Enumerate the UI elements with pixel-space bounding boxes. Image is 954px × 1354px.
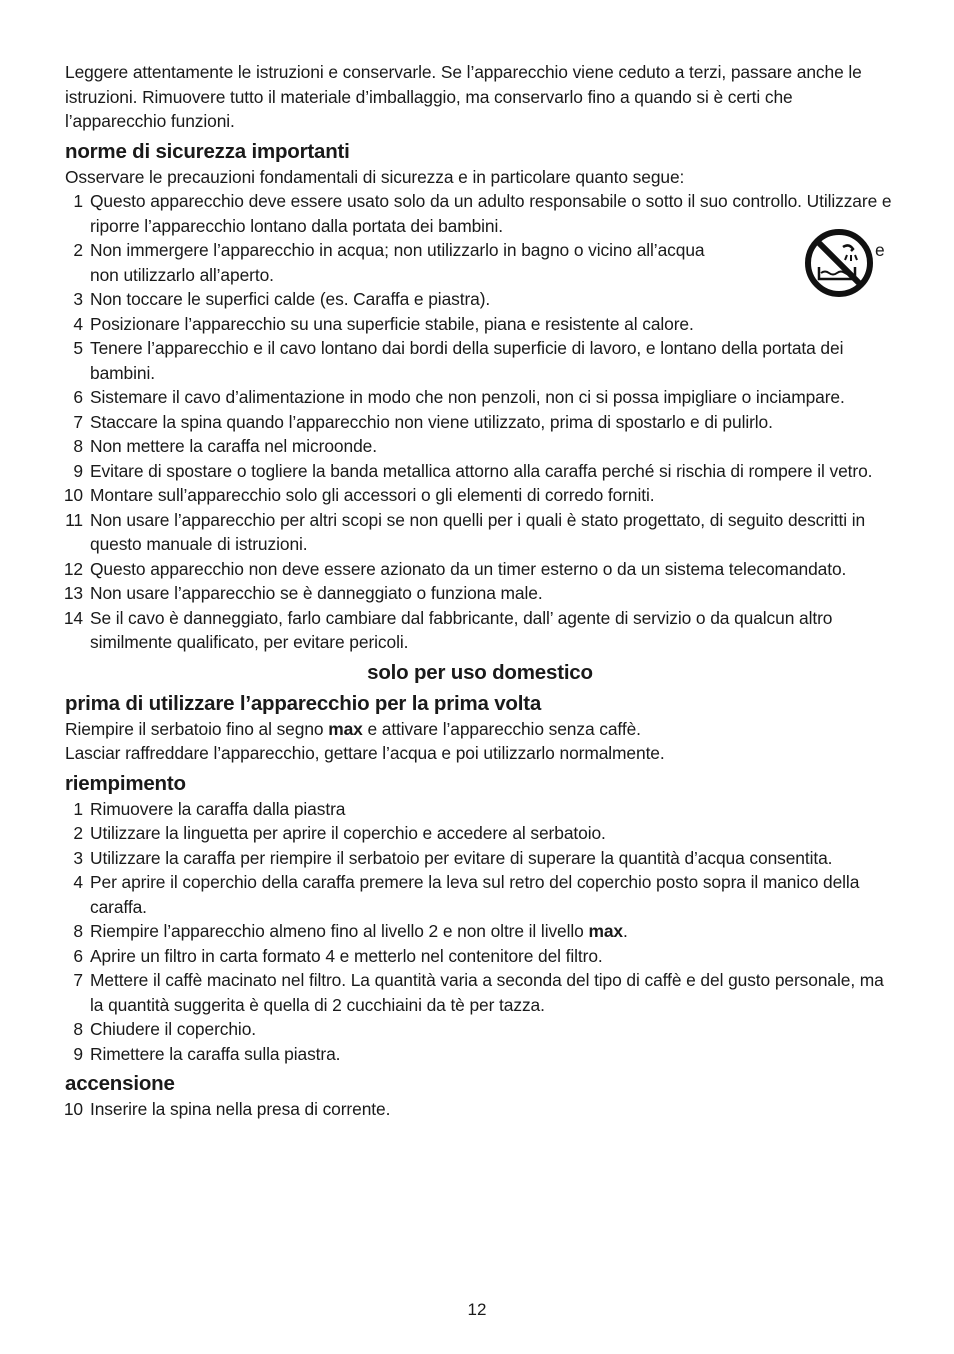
list-item — [65, 410, 895, 435]
intro-paragraph: Leggere attentamente le istruzioni e conservarle. Se l’apparecchio viene ceduto a terzi, passare anche le istruzioni. Rimuovere tutto il materiale d’imballaggio, ma conservarlo fino a quando si è certi che l’apparecchio funzioni. — [65, 62, 862, 131]
item-text: Tenere l’apparecchio e il cavo lontano dai bordi della superficie di lavoro, e lontano della portata dei bambini. — [90, 338, 844, 383]
first-use-line-2: Lasciar raffreddare l’apparecchio, gettare l’acqua e poi utilizzarlo normalmente. — [65, 743, 665, 763]
item-number: 14 — [63, 607, 83, 628]
item-text-continued: non utilizzarlo all’aperto. — [90, 264, 274, 285]
item-text: Non toccare le superfici calde (es. Caraffa e piastra). — [90, 289, 491, 309]
list-item — [65, 557, 895, 582]
page-number: 12 — [467, 1300, 487, 1319]
item-text: Evitare di spostare o togliere la banda metallica attorno alla caraffa perché si rischia di rompere il vetro. — [90, 460, 873, 481]
safety-list — [65, 189, 895, 655]
item-number: 1 — [73, 191, 83, 211]
item-number: 8 — [73, 436, 83, 456]
max-label: max — [328, 718, 363, 739]
item-number: 2 — [73, 240, 83, 260]
item-text: Per aprire il coperchio della caraffa premere la leva sul retro del coperchio posto sopra il manico della caraffa. — [90, 872, 860, 917]
list-item — [65, 508, 895, 557]
item-number: 3 — [73, 847, 83, 868]
list-item — [65, 846, 895, 871]
item-number: 5 — [73, 338, 83, 358]
item-number: 4 — [73, 313, 83, 334]
item-text: Chiudere il coperchio. — [90, 1019, 257, 1039]
list-item — [65, 797, 895, 822]
item-number: 9 — [73, 460, 83, 481]
item-number: 10 — [63, 485, 83, 505]
list-item — [65, 821, 895, 846]
item-text: Riempire l’apparecchio almeno fino al livello 2 e non oltre il livello — [90, 921, 589, 941]
item-number: 10 — [63, 1099, 83, 1119]
item-number: 4 — [73, 872, 83, 892]
list-item — [65, 189, 895, 238]
no-water-immersion-icon — [803, 227, 875, 299]
item-number: 7 — [73, 970, 83, 990]
power-heading: accensione — [65, 1072, 175, 1095]
item-text: Non usare l’apparecchio se è danneggiato o funziona male. — [90, 583, 543, 603]
item-text: Non immergere l’apparecchio in acqua; non utilizzarlo in bagno o vicino all’acqua — [90, 240, 705, 260]
item-text: Inserire la spina nella presa di corrente. — [90, 1099, 391, 1119]
item-number: 6 — [73, 387, 83, 407]
list-item — [65, 968, 895, 1017]
power-list — [65, 1097, 895, 1122]
item-number: 12 — [63, 558, 83, 579]
list-item — [65, 385, 895, 410]
item-number: 11 — [65, 509, 83, 530]
item-text: Se il cavo è danneggiato, farlo cambiare dal fabbricante, dall’ agente di servizio o da qualcun altro similmente qualificato, per evitare pericoli. — [90, 607, 833, 652]
manual-page — [65, 60, 895, 1122]
list-item — [65, 483, 895, 508]
list-item — [65, 287, 895, 312]
item-text: Mettere il caffè macinato nel filtro. La quantità varia a seconda del tipo di caffè e del gusto personale, ma la quantità suggerita è quella di 2 cucchiaini da tè per tazza. — [90, 970, 884, 1015]
first-use-line-1: Riempire il serbatoio fino al segno max e attivare l’apparecchio senza caffè. — [65, 718, 641, 739]
item-number: 9 — [73, 1043, 83, 1064]
list-item — [65, 944, 895, 969]
list-item — [65, 459, 895, 484]
max-label: max — [588, 921, 623, 941]
item-text: Non usare l’apparecchio per altri scopi se non quelli per i quali è stato progettato, di seguito descritti in questo manuale di istruzioni. — [90, 509, 866, 554]
item-text: Rimuovere la caraffa dalla piastra — [90, 798, 346, 819]
list-item — [65, 434, 895, 459]
item-number: 13 — [63, 583, 83, 603]
item-text: Utilizzare la caraffa per riempire il serbatoio per evitare di superare la quantità d’acqua consentita. — [90, 847, 833, 868]
list-item — [65, 581, 895, 606]
filling-heading: riempimento — [65, 771, 186, 795]
first-use-heading: prima di utilizzare l’apparecchio per la prima volta — [65, 691, 542, 715]
item-text: Non mettere la caraffa nel microonde. — [90, 436, 377, 456]
item-number: 6 — [73, 945, 83, 966]
item-number: 7 — [73, 411, 83, 432]
domestic-use-heading: solo per uso domestico — [367, 660, 593, 684]
list-item — [65, 238, 895, 287]
item-text: Questo apparecchio deve essere usato solo da un adulto responsabile o sotto il suo controllo. Utilizzare e riporre l’apparecchio lontano dalla portata dei bambini. — [90, 191, 892, 236]
item-number: 3 — [73, 289, 83, 309]
list-item — [65, 1097, 895, 1122]
list-item — [65, 336, 895, 385]
item-text: Aprire un filtro in carta formato 4 e metterlo nel contenitore del filtro. — [90, 945, 603, 966]
item-text-tail: e — [875, 240, 885, 260]
list-item: 8 Riempire l’apparecchio almeno fino al livello 2 e non oltre il livello max. — [65, 919, 895, 944]
filling-list — [65, 797, 895, 1067]
list-item — [65, 312, 895, 337]
item-text: Staccare la spina quando l’apparecchio non viene utilizzato, prima di spostarlo e di pulirlo. — [90, 411, 773, 432]
safety-heading: norme di sicurezza importanti — [65, 139, 350, 163]
item-text: Sistemare il cavo d’alimentazione in modo che non penzoli, non ci si possa impigliare o inciampare. — [90, 387, 845, 407]
item-number: 2 — [73, 823, 83, 843]
item-number: 1 — [73, 798, 83, 819]
list-item — [65, 1042, 895, 1067]
list-item — [65, 1017, 895, 1042]
item-text: Montare sull’apparecchio solo gli accessori o gli elementi di corredo forniti. — [90, 485, 655, 505]
item-text: Rimettere la caraffa sulla piastra. — [90, 1043, 341, 1064]
list-item — [65, 606, 895, 655]
item-number: 8 — [73, 1019, 83, 1039]
list-item — [65, 870, 895, 919]
safety-lead: Osservare le precauzioni fondamentali di sicurezza e in particolare quanto segue: — [65, 166, 685, 187]
item-text: Utilizzare la linguetta per aprire il coperchio e accedere al serbatoio. — [90, 823, 606, 843]
item-text: Questo apparecchio non deve essere azionato da un timer esterno o da un sistema telecomandato. — [90, 558, 847, 579]
item-number: 8 — [73, 921, 83, 941]
item-text: Posizionare l’apparecchio su una superficie stabile, piana e resistente al calore. — [90, 313, 694, 334]
